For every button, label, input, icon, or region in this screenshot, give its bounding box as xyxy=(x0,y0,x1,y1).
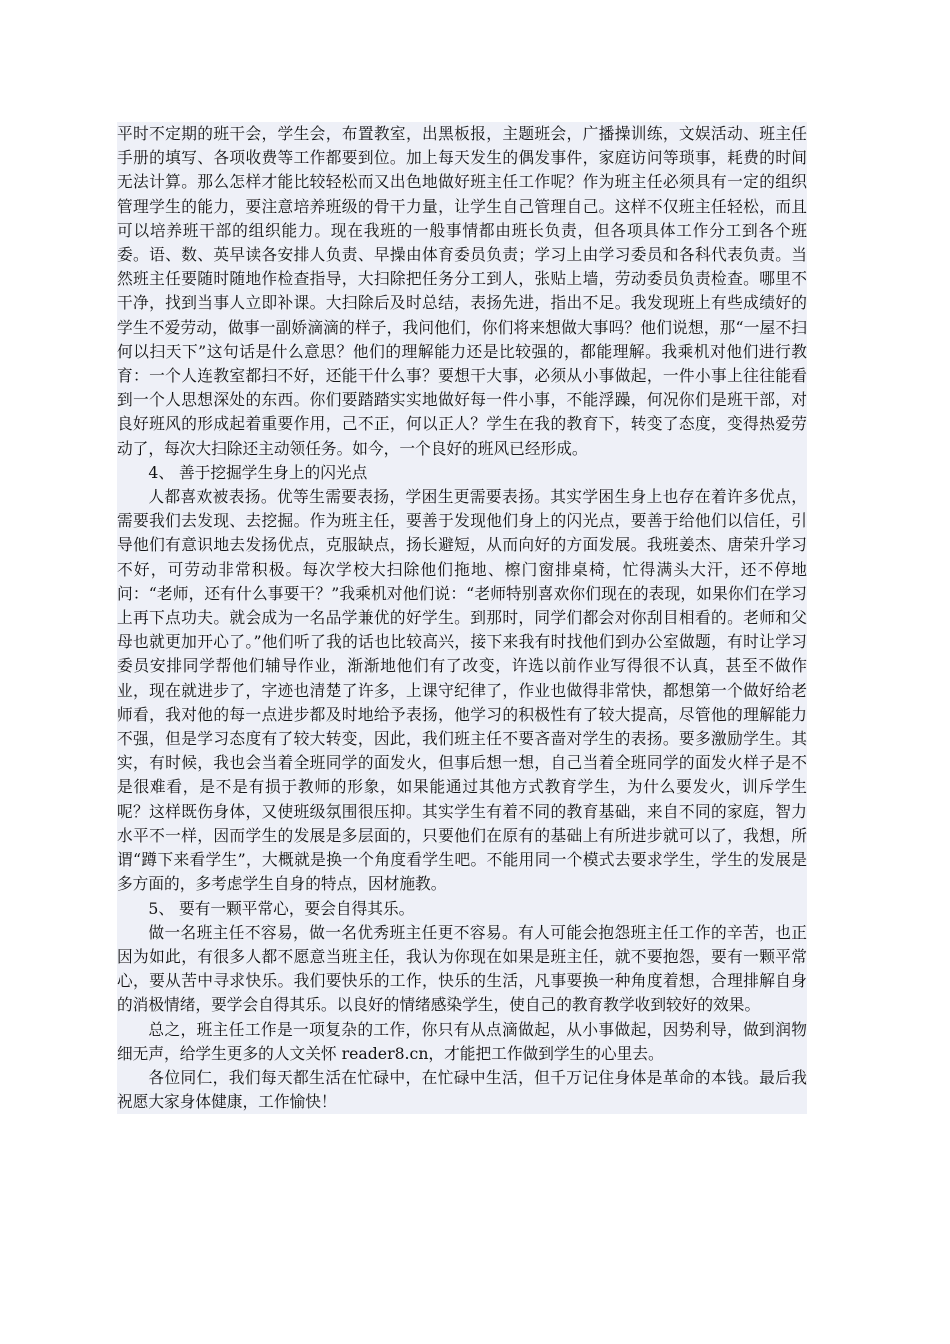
paragraph-section-5: 做一名班主任不容易，做一名优秀班主任更不容易。有人可能会抱怨班主任工作的辛苦，也正因为如此，有很多人都不愿意当班主任，我认为你现在如果是班主任，就不要抱怨，要有一颗平常心，要从苦中寻求快乐。我们要快乐的工作，快乐的生活，凡事要换一种角度着想，合理排解自身的消极情绪，要学会自得其乐。以良好的情绪感染学生，使自己的教育教学收到较好的效果。 xyxy=(117,922,807,1015)
paragraph-intro: 平时不定期的班干会，学生会，布置教室，出黑板报，主题班会，广播操训练，文娱活动、班主任手册的填写、各项收费等工作都要到位。加上每天发生的偶发事件，家庭访问等琐事，耗费的时间无法计算。那么怎样才能比较轻松而又出色地做好班主任工作呢？作为班主任必须具有一定的组织管理学生的能力，要注意培养班级的骨干力量，让学生自己管理自己。这样不仅班主任轻松，而且可以培养班干部的组织能力。现在我班的一般事情都由班长负责，但各项具体工作分工到各个班委。语、数、英早读各安排人负责、早操由体育委员负责；学习上由学习委员和各科代表负责。当然班主任要随时随地作检查指导，大扫除把任务分工到人，张贴上墙，劳动委员负责检查。哪里不干净，找到当事人立即补课。大扫除后及时总结，表扬先进，指出不足。我发现班上有些成绩好的学生不爱劳动，做事一副娇滴滴的样子，我问他们，你们将来想做大事吗？他们说想，那“一屋不扫何以扫天下”这句话是什么意思？他们的理解能力还是比较强的，都能理解。我乘机对他们进行教育：一个人连教室都扫不好，还能干什么事？要想干大事，必须从小事做起，一件小事上往往能看到一个人思想深处的东西。你们要踏踏实实地做好每一件小事，不能浮躁，何况你们是班干部，对良好班风的形成起着重要作用，己不正，何以正人？学生在我的教育下，转变了态度，变得热爱劳动了，每次大扫除还主动领任务。如今，一个良好的班风已经形成。 xyxy=(117,124,807,458)
section-heading-5: 5、 要有一颗平常心，要会自得其乐。 xyxy=(148,898,415,918)
paragraph-section-4: 人都喜欢被表扬。优等生需要表扬，学困生更需要表扬。其实学困生身上也存在着许多优点，需要我们去发现、去挖掘。作为班主任，要善于发现他们身上的闪光点，要善于给他们以信任，引导他们有意识地去发扬优点，克服缺点，扬长避短，从而向好的方面发展。我班姜杰、唐荣升学习不好，可劳动非常积极。每次学校大扫除他们拖地、檫门窗排桌椅，忙得满头大汗，还不停地问：“老师，还有什么事要干？”我乘机对他们说：“老师特别喜欢你们现在的表现，如果你们在学习上再下点功夫。就会成为一名品学兼优的好学生。到那时，同学们都会对你刮目相看的。老师和父母也就更加开心了。”他们听了我的话也比较高兴，接下来我有时找他们到办公室做题，有时让学习委员安排同学帮他们辅导作业，渐渐地他们有了改变，许选以前作业写得很不认真，甚至不做作业，现在就进步了，字迹也清楚了许多，上课守纪律了，作业也做得非常快，都想第一个做好给老师看，我对他的每一点进步都及时地给予表扬，他学习的积极性有了较大提高，尽管他的理解能力不强，但是学习态度有了较大转变，因此，我们班主任不要吝啬对学生的表扬。要多激励学生。其实，有时候，我也会当着全班同学的面发火，但事后想一想，自己当着全班同学的面发火样子是不是很难看，是不是有损于教师的形象，如果能通过其他方式教育学生，为什么要发火，训斥学生呢？这样既伤身体，又使班级氛围很压抑。其实学生有着不同的教育基础，来自不同的家庭，智力水平不一样，因而学生的发展是多层面的，只要他们在原有的基础上有所进步就可以了，我想，所谓“蹲下来看学生”，大概就是换一个角度看学生吧。不能用同一个模式去要求学生，学生的发展是多方面的，多考虑学生自身的特点，因材施教。 xyxy=(117,487,807,894)
document-body xyxy=(117,122,807,1114)
paragraph-closing: 各位同仁，我们每天都生活在忙碌中，在忙碌中生活，但千万记住身体是革命的本钱。最后我祝愿大家身体健康，工作愉快！ xyxy=(117,1067,807,1112)
section-heading-4: 4、 善于挖掘学生身上的闪光点 xyxy=(148,462,368,482)
paragraph-summary: 总之，班主任工作是一项复杂的工作，你只有从点滴做起，从小事做起，因势利导，做到润物细无声，给学生更多的人文关怀 reader8.cn，才能把工作做到学生的心里去。 xyxy=(117,1019,807,1063)
